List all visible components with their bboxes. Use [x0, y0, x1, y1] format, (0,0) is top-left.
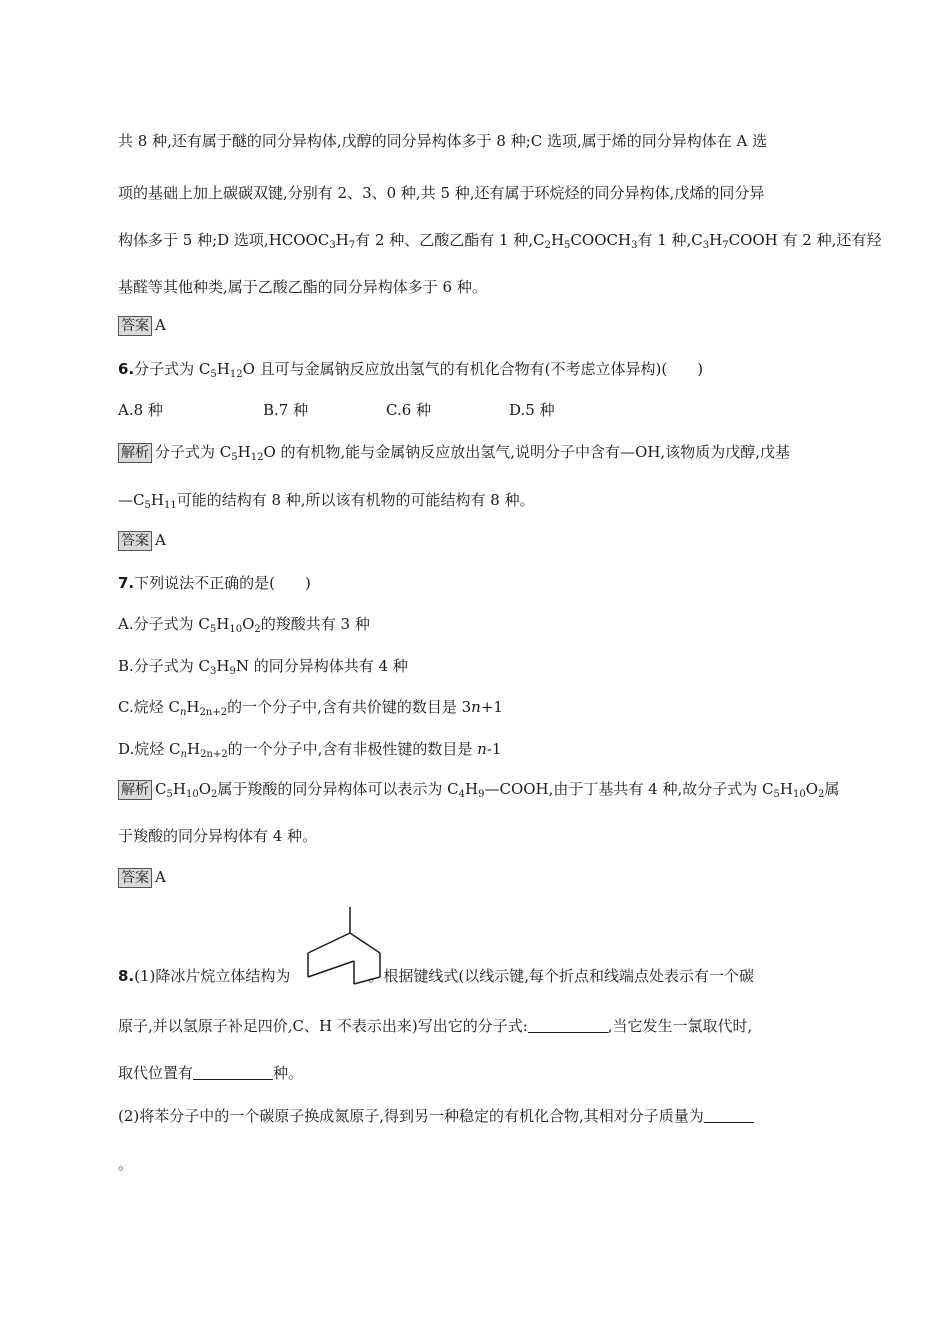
option-b: B.7 种 — [263, 401, 309, 419]
question-7-stem: 7.下列说法不正确的是( ) — [118, 574, 311, 592]
option-b: B.分子式为 $C_3H_9N$ 的同分异构体共有 4 种 — [118, 657, 408, 677]
question-8-part-2: (2)将苯分子中的一个碳原子换成氮原子,得到另一种稳定的有机化合物,其相对分子质量为 — [118, 1106, 754, 1126]
option-d: D.烷烃 $C_nH_{2n+2}$的一个分子中,含有非极性键的数目是 n-1 — [118, 740, 502, 760]
analysis-line: 基醛等其他种类,属于乙酸乙酯的同分异构体多于 6 种。 — [118, 278, 487, 296]
analysis-label: 解析 — [118, 780, 152, 800]
question-8-end: 。 — [118, 1155, 134, 1173]
answer-label: 答案 — [118, 531, 152, 551]
answer-blank[interactable] — [528, 1017, 608, 1033]
answer-row — [118, 530, 166, 551]
question-8-stem: 8.(1)降冰片烷立体结构为 。根据键线式(以线示键,每个折点和线端点处表示有一个碳 — [118, 967, 755, 985]
analysis-line: 构体多于 5 种;D 选项$,HCOOC_3H_7$有 2 种、乙酸乙酯有 1 种$,C_2H_5COOCH_3$有 1 种$,C_3H_7COOH$ 有 2 种,还有羟 — [118, 231, 882, 251]
analysis-label: 解析 — [118, 443, 152, 463]
option-d: D.5 种 — [509, 401, 555, 419]
answer-label: 答案 — [118, 316, 152, 336]
answer-label: 答案 — [118, 868, 152, 888]
question-8-line: 取代位置有 种。 — [118, 1064, 304, 1082]
analysis-line: 于羧酸的同分异构体有 4 种。 — [118, 827, 318, 845]
option-a: A.8 种 — [118, 401, 163, 419]
option-a: A.分子式为 $C_5H_{10}O_2$的羧酸共有 3 种 — [118, 615, 370, 635]
analysis-line: 解析 分子式为 $C_5H_{12}O$ 的有机物,能与金属钠反应放出氢气,说明分子中含有—OH,该物质为戊醇,戊基 — [118, 442, 790, 468]
answer-value: A — [155, 316, 166, 334]
answer-blank[interactable] — [193, 1064, 273, 1080]
question-6-stem: 6.分子式为 $C_5H_{12}O$ 且可与金属钠反应放出氢气的有机化合物有(不考虑立体异构)( ) — [118, 360, 704, 380]
analysis-line: 项的基础上加上碳碳双键,分别有 2、3、0 种,共 5 种,还有属于环烷烃的同分异构体,戊烯的同分异 — [118, 184, 765, 202]
option-c: C.烷烃 $C_nH_{2n+2}$的一个分子中,含有共价键的数目是 3n+1 — [118, 698, 503, 718]
answer-row — [118, 315, 166, 336]
answer-blank[interactable] — [704, 1107, 754, 1123]
question-8-line: 原子,并以氢原子补足四价,C、H 不表示出来)写出它的分子式: ,当它发生一氯取代时, — [118, 1017, 753, 1035]
answer-value: A — [155, 868, 166, 886]
answer-row — [118, 867, 166, 888]
analysis-line: $—C_5H_{11}$可能的结构有 8 种,所以该有机物的可能结构有 8 种。 — [118, 491, 535, 511]
analysis-line: 共 8 种,还有属于醚的同分异构体,戊醇的同分异构体多于 8 种;C 选项,属于烯的同分异构体在 A 选 — [118, 132, 768, 150]
analysis-line: 解析 $C_5H_{10}O_2$属于羧酸的同分异构体可以表示为 $C_4H_9—COOH$,由于丁基共有 4 种,故分子式为 $C_5H_{10}O_2$属 — [118, 779, 839, 805]
answer-value: A — [155, 531, 166, 549]
option-c: C.6 种 — [386, 401, 432, 419]
